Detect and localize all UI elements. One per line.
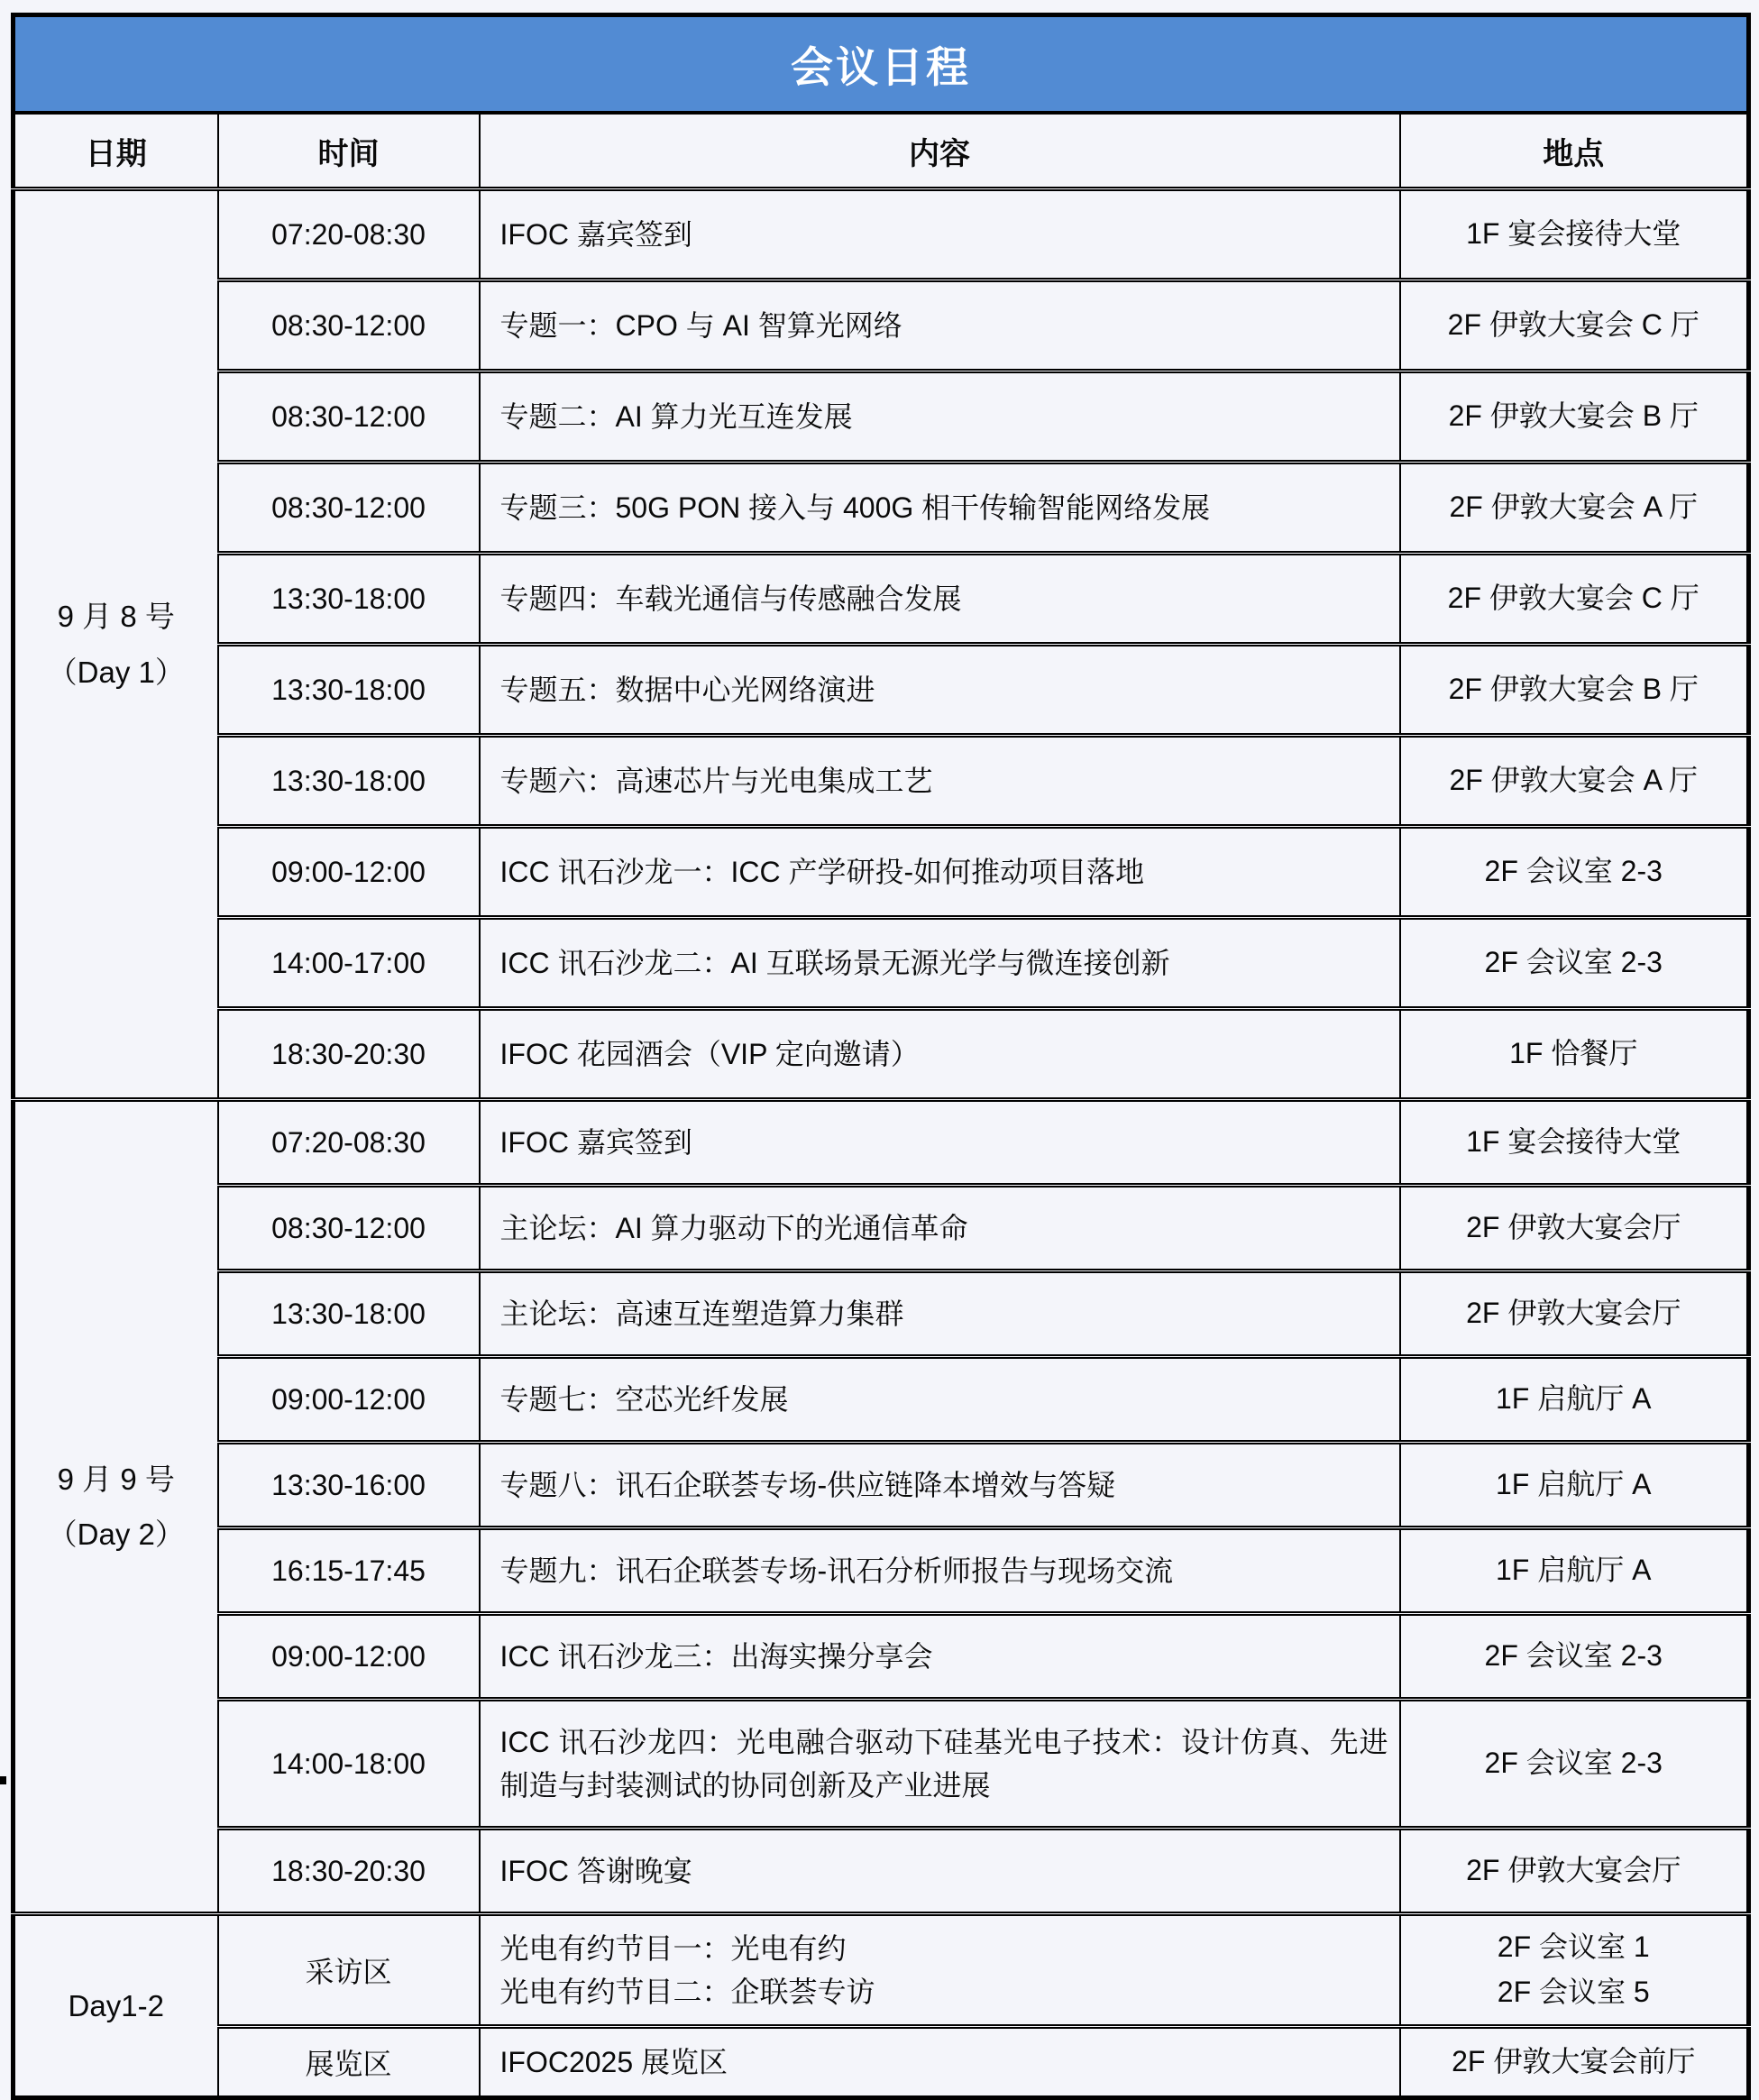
time-cell: 展览区 bbox=[218, 2027, 480, 2098]
location-cell: 2F 会议室 2-3 bbox=[1400, 918, 1749, 1009]
time-cell: 13:30-18:00 bbox=[218, 736, 480, 827]
table-row bbox=[14, 918, 1749, 1009]
table-row bbox=[14, 1443, 1749, 1528]
location-cell: 1F 启航厅 A bbox=[1400, 1357, 1749, 1443]
table-row bbox=[14, 280, 1749, 371]
table-row bbox=[14, 1528, 1749, 1614]
location-cell: 2F 伊敦大宴会 C 厅 bbox=[1400, 280, 1749, 371]
content-cell: ICC 讯石沙龙一：ICC 产学研投-如何推动项目落地 bbox=[480, 827, 1400, 918]
date-cell-day1-2: Day1-2 bbox=[14, 1914, 218, 2098]
content-cell: ICC 讯石沙龙四：光电融合驱动下硅基光电子技术：设计仿真、先进制造与封装测试的协同创新及产业进展 bbox=[480, 1700, 1400, 1829]
time-cell: 08:30-12:00 bbox=[218, 371, 480, 463]
location-cell: 1F 恰餐厅 bbox=[1400, 1009, 1749, 1100]
table-row bbox=[14, 1186, 1749, 1271]
location-cell: 2F 会议室 2-3 bbox=[1400, 827, 1749, 918]
location-cell: 2F 会议室 2-3 bbox=[1400, 1614, 1749, 1700]
time-cell: 08:30-12:00 bbox=[218, 280, 480, 371]
time-cell: 18:30-20:30 bbox=[218, 1009, 480, 1100]
location-cell: 2F 伊敦大宴会厅 bbox=[1400, 1829, 1749, 1914]
content-cell: IFOC 嘉宾签到 bbox=[480, 189, 1400, 280]
location-cell: 1F 宴会接待大堂 bbox=[1400, 189, 1749, 280]
content-line1: 光电有约节目一：光电有约 bbox=[499, 1932, 847, 1965]
content-cell: ICC 讯石沙龙二：AI 互联场景无源光学与微连接创新 bbox=[480, 918, 1400, 1009]
table-row bbox=[14, 1271, 1749, 1357]
time-cell: 16:15-17:45 bbox=[218, 1528, 480, 1614]
date-line2: （Day 1） bbox=[47, 655, 185, 689]
content-cell bbox=[480, 1914, 1400, 2027]
content-cell: IFOC 答谢晚宴 bbox=[480, 1829, 1400, 1914]
time-cell: 07:20-08:30 bbox=[218, 189, 480, 280]
content-cell: 专题八：讯石企联荟专场-供应链降本增效与答疑 bbox=[480, 1443, 1400, 1528]
location-cell: 2F 伊敦大宴会 C 厅 bbox=[1400, 554, 1749, 645]
location-cell: 2F 伊敦大宴会前厅 bbox=[1400, 2027, 1749, 2098]
content-line2: 光电有约节目二：企联荟专访 bbox=[499, 1976, 875, 2008]
table-row bbox=[14, 189, 1749, 280]
location-line2: 2F 会议室 5 bbox=[1497, 1976, 1650, 2008]
column-header-time: 时间 bbox=[218, 113, 480, 189]
content-cell: 专题五：数据中心光网络演进 bbox=[480, 645, 1400, 736]
column-header-content: 内容 bbox=[480, 113, 1400, 189]
location-cell: 2F 会议室 2-3 bbox=[1400, 1700, 1749, 1829]
content-cell: 专题四：车载光通信与传感融合发展 bbox=[480, 554, 1400, 645]
location-cell: 2F 伊敦大宴会厅 bbox=[1400, 1271, 1749, 1357]
time-cell: 09:00-12:00 bbox=[218, 827, 480, 918]
time-cell: 13:30-18:00 bbox=[218, 1271, 480, 1357]
table-row bbox=[14, 1009, 1749, 1100]
column-header-date: 日期 bbox=[14, 113, 218, 189]
content-cell: IFOC 嘉宾签到 bbox=[480, 1100, 1400, 1186]
time-cell: 13:30-18:00 bbox=[218, 554, 480, 645]
table-row bbox=[14, 736, 1749, 827]
table-row bbox=[14, 1614, 1749, 1700]
content-cell: IFOC 花园酒会（VIP 定向邀请） bbox=[480, 1009, 1400, 1100]
content-cell: 主论坛：AI 算力驱动下的光通信革命 bbox=[480, 1186, 1400, 1271]
time-cell: 14:00-17:00 bbox=[218, 918, 480, 1009]
content-cell: 专题一：CPO 与 AI 智算光网络 bbox=[480, 280, 1400, 371]
time-cell: 09:00-12:00 bbox=[218, 1614, 480, 1700]
location-cell: 2F 伊敦大宴会 A 厅 bbox=[1400, 736, 1749, 827]
time-cell: 14:00-18:00 bbox=[218, 1700, 480, 1829]
table-row bbox=[14, 1357, 1749, 1443]
date-cell-day1 bbox=[14, 189, 218, 1100]
conference-schedule-table bbox=[11, 13, 1751, 2100]
content-cell: 专题七：空芯光纤发展 bbox=[480, 1357, 1400, 1443]
schedule-title: 会议日程 bbox=[14, 15, 1749, 114]
content-cell: 专题二：AI 算力光互连发展 bbox=[480, 371, 1400, 463]
content-cell: 专题六：高速芯片与光电集成工艺 bbox=[480, 736, 1400, 827]
table-row bbox=[14, 554, 1749, 645]
content-cell: IFOC2025 展览区 bbox=[480, 2027, 1400, 2098]
date-line1: 9 月 8 号 bbox=[57, 600, 175, 634]
time-cell: 采访区 bbox=[218, 1914, 480, 2027]
table-row bbox=[14, 827, 1749, 918]
table-row bbox=[14, 15, 1749, 114]
table-row bbox=[14, 645, 1749, 736]
table-row bbox=[14, 463, 1749, 554]
table-row bbox=[14, 1914, 1749, 2027]
table-row bbox=[14, 371, 1749, 463]
scan-artifact bbox=[0, 1776, 6, 1784]
time-cell: 18:30-20:30 bbox=[218, 1829, 480, 1914]
location-cell: 1F 宴会接待大堂 bbox=[1400, 1100, 1749, 1186]
content-cell: ICC 讯石沙龙三：出海实操分享会 bbox=[480, 1614, 1400, 1700]
content-cell: 主论坛：高速互连塑造算力集群 bbox=[480, 1271, 1400, 1357]
time-cell: 09:00-12:00 bbox=[218, 1357, 480, 1443]
location-cell: 1F 启航厅 A bbox=[1400, 1528, 1749, 1614]
table-row bbox=[14, 1829, 1749, 1914]
time-cell: 08:30-12:00 bbox=[218, 463, 480, 554]
time-cell: 07:20-08:30 bbox=[218, 1100, 480, 1186]
time-cell: 08:30-12:00 bbox=[218, 1186, 480, 1271]
table-row bbox=[14, 1100, 1749, 1186]
content-cell: 专题九：讯石企联荟专场-讯石分析师报告与现场交流 bbox=[480, 1528, 1400, 1614]
location-cell: 2F 伊敦大宴会厅 bbox=[1400, 1186, 1749, 1271]
content-cell: 专题三：50G PON 接入与 400G 相干传输智能网络发展 bbox=[480, 463, 1400, 554]
location-cell: 2F 伊敦大宴会 A 厅 bbox=[1400, 463, 1749, 554]
table-header-row bbox=[14, 113, 1749, 189]
date-line2: （Day 2） bbox=[47, 1518, 185, 1551]
date-line1: 9 月 9 号 bbox=[57, 1462, 175, 1496]
time-cell: 13:30-18:00 bbox=[218, 645, 480, 736]
time-cell: 13:30-16:00 bbox=[218, 1443, 480, 1528]
location-cell: 2F 伊敦大宴会 B 厅 bbox=[1400, 371, 1749, 463]
date-cell-day2 bbox=[14, 1100, 218, 1914]
table-row bbox=[14, 1700, 1749, 1829]
location-line1: 2F 会议室 1 bbox=[1497, 1930, 1650, 1964]
location-cell bbox=[1400, 1914, 1749, 2027]
table-row bbox=[14, 2027, 1749, 2098]
location-cell: 1F 启航厅 A bbox=[1400, 1443, 1749, 1528]
location-cell: 2F 伊敦大宴会 B 厅 bbox=[1400, 645, 1749, 736]
column-header-location: 地点 bbox=[1400, 113, 1749, 189]
